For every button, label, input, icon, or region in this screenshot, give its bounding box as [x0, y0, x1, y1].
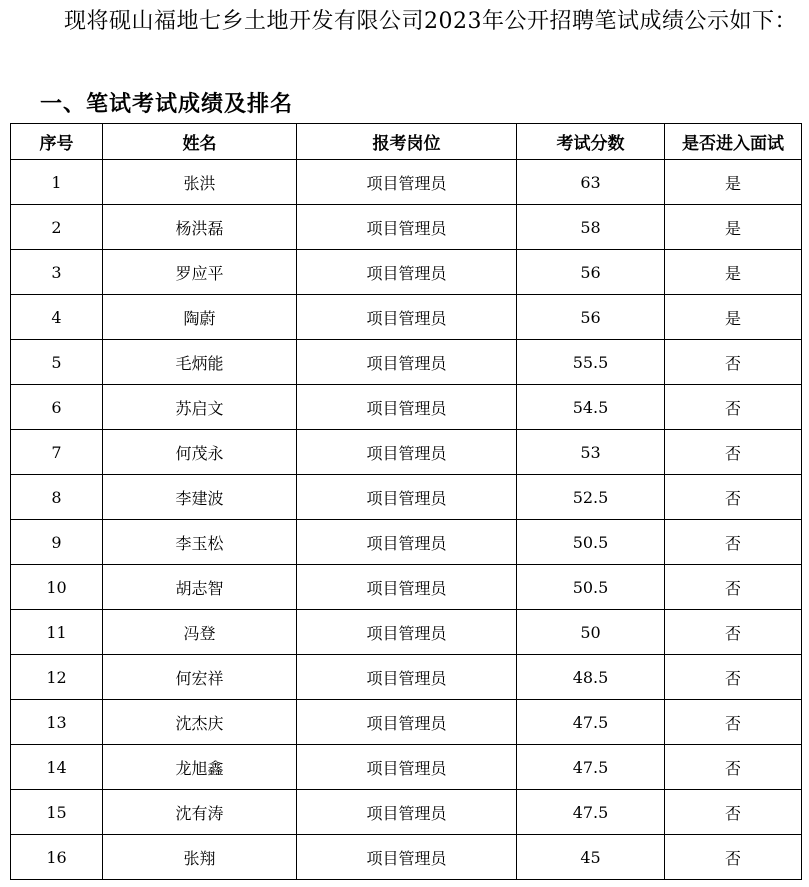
cell-position: 项目管理员 [297, 340, 517, 385]
cell-name: 苏启文 [103, 385, 297, 430]
cell-index: 16 [11, 835, 103, 880]
cell-score: 52.5 [517, 475, 665, 520]
table-row [11, 475, 802, 520]
cell-name: 何茂永 [103, 430, 297, 475]
cell-index: 6 [11, 385, 103, 430]
table-row [11, 520, 802, 565]
cell-score: 53 [517, 430, 665, 475]
cell-interview: 是 [665, 295, 802, 340]
cell-name: 陶蔚 [103, 295, 297, 340]
cell-position: 项目管理员 [297, 520, 517, 565]
cell-position: 项目管理员 [297, 295, 517, 340]
table-row [11, 160, 802, 205]
cell-interview: 否 [665, 430, 802, 475]
header-score: 考试分数 [517, 124, 665, 160]
cell-name: 张翔 [103, 835, 297, 880]
table-row [11, 835, 802, 880]
cell-name: 罗应平 [103, 250, 297, 295]
cell-interview: 否 [665, 565, 802, 610]
cell-interview: 否 [665, 835, 802, 880]
cell-position: 项目管理员 [297, 655, 517, 700]
header-interview: 是否进入面试 [665, 124, 802, 160]
cell-interview: 是 [665, 205, 802, 250]
cell-index: 5 [11, 340, 103, 385]
cell-index: 9 [11, 520, 103, 565]
cell-name: 何宏祥 [103, 655, 297, 700]
cell-name: 龙旭鑫 [103, 745, 297, 790]
table-header [11, 124, 802, 160]
cell-position: 项目管理员 [297, 700, 517, 745]
table-body [11, 160, 802, 880]
cell-name: 毛炳能 [103, 340, 297, 385]
cell-name: 沈有涛 [103, 790, 297, 835]
cell-index: 12 [11, 655, 103, 700]
cell-index: 14 [11, 745, 103, 790]
table-row [11, 745, 802, 790]
cell-index: 10 [11, 565, 103, 610]
header-position: 报考岗位 [297, 124, 517, 160]
cell-name: 冯登 [103, 610, 297, 655]
cell-interview: 否 [665, 790, 802, 835]
cell-score: 47.5 [517, 745, 665, 790]
cell-name: 胡志智 [103, 565, 297, 610]
table-row [11, 565, 802, 610]
cell-score: 63 [517, 160, 665, 205]
cell-position: 项目管理员 [297, 385, 517, 430]
table-row [11, 610, 802, 655]
table-row [11, 205, 802, 250]
cell-index: 11 [11, 610, 103, 655]
header-row [11, 124, 802, 160]
table-row [11, 655, 802, 700]
header-index: 序号 [11, 124, 103, 160]
cell-score: 54.5 [517, 385, 665, 430]
cell-position: 项目管理员 [297, 790, 517, 835]
table-row [11, 340, 802, 385]
cell-interview: 否 [665, 385, 802, 430]
cell-name: 张洪 [103, 160, 297, 205]
cell-interview: 否 [665, 610, 802, 655]
cell-name: 李玉松 [103, 520, 297, 565]
cell-index: 4 [11, 295, 103, 340]
cell-score: 58 [517, 205, 665, 250]
cell-interview: 否 [665, 340, 802, 385]
cell-score: 50 [517, 610, 665, 655]
table-row [11, 385, 802, 430]
scores-table [10, 123, 802, 880]
table-row [11, 790, 802, 835]
cell-interview: 是 [665, 160, 802, 205]
cell-position: 项目管理员 [297, 610, 517, 655]
cell-name: 杨洪磊 [103, 205, 297, 250]
cell-position: 项目管理员 [297, 430, 517, 475]
cell-interview: 否 [665, 520, 802, 565]
cell-score: 47.5 [517, 790, 665, 835]
cell-interview: 否 [665, 700, 802, 745]
cell-name: 李建波 [103, 475, 297, 520]
cell-index: 15 [11, 790, 103, 835]
cell-position: 项目管理员 [297, 565, 517, 610]
cell-interview: 否 [665, 655, 802, 700]
cell-score: 50.5 [517, 565, 665, 610]
cell-position: 项目管理员 [297, 835, 517, 880]
cell-index: 3 [11, 250, 103, 295]
cell-score: 55.5 [517, 340, 665, 385]
cell-index: 8 [11, 475, 103, 520]
cell-position: 项目管理员 [297, 745, 517, 790]
cell-interview: 否 [665, 745, 802, 790]
cell-score: 50.5 [517, 520, 665, 565]
cell-interview: 是 [665, 250, 802, 295]
cell-index: 7 [11, 430, 103, 475]
cell-position: 项目管理员 [297, 205, 517, 250]
cell-index: 2 [11, 205, 103, 250]
table-row [11, 250, 802, 295]
cell-position: 项目管理员 [297, 475, 517, 520]
cell-score: 45 [517, 835, 665, 880]
table-row [11, 295, 802, 340]
cell-interview: 否 [665, 475, 802, 520]
header-name: 姓名 [103, 124, 297, 160]
cell-score: 56 [517, 250, 665, 295]
cell-position: 项目管理员 [297, 250, 517, 295]
table-row [11, 700, 802, 745]
intro-paragraph: 现将砚山福地七乡土地开发有限公司2023年公开招聘笔试成绩公示如下： [64, 9, 797, 34]
cell-index: 13 [11, 700, 103, 745]
cell-index: 1 [11, 160, 103, 205]
cell-score: 48.5 [517, 655, 665, 700]
cell-score: 47.5 [517, 700, 665, 745]
section-heading: 一、笔试考试成绩及排名 [40, 91, 294, 117]
cell-score: 56 [517, 295, 665, 340]
table-row [11, 430, 802, 475]
cell-position: 项目管理员 [297, 160, 517, 205]
cell-name: 沈杰庆 [103, 700, 297, 745]
